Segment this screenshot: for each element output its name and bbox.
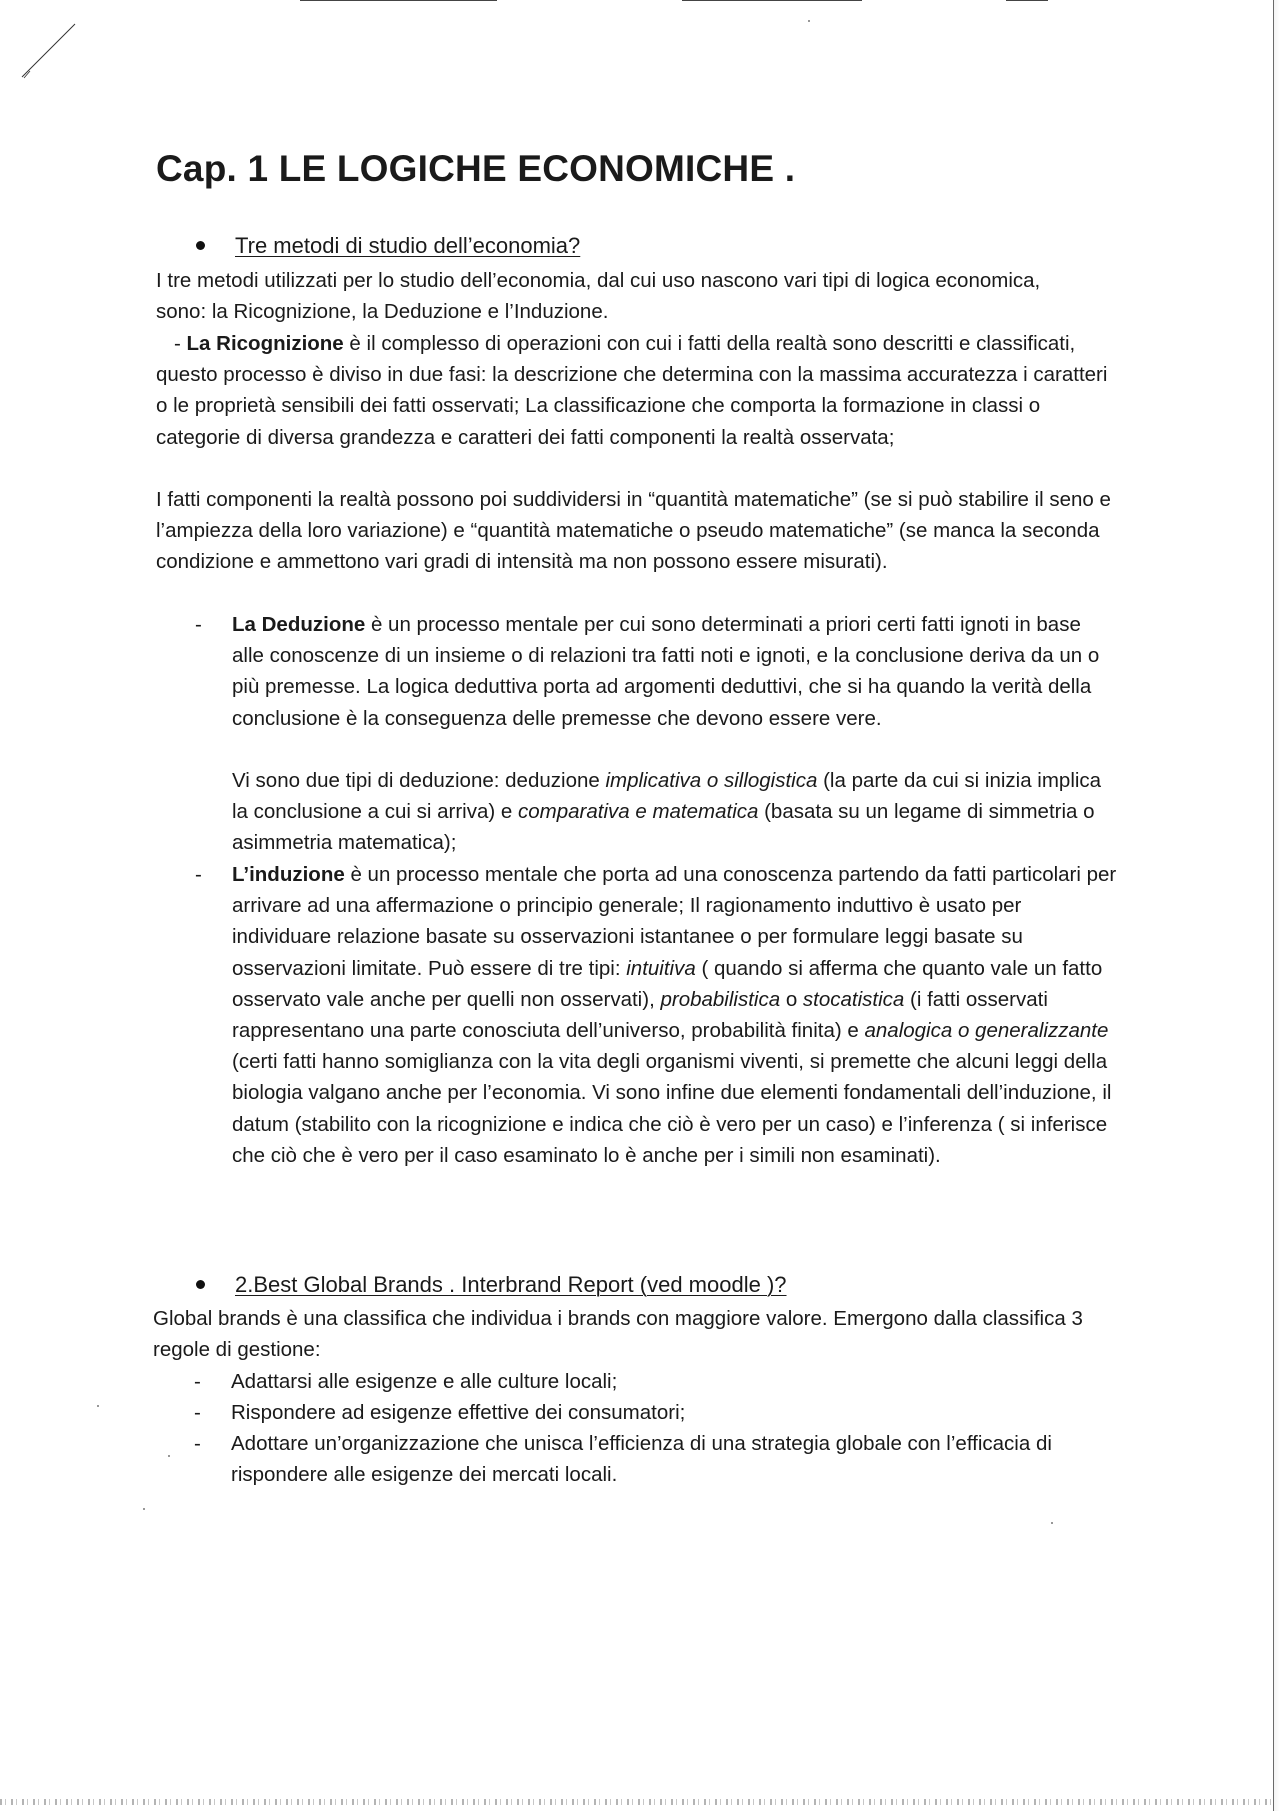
scan-speck xyxy=(143,1508,145,1510)
scan-speck xyxy=(168,1455,170,1457)
paragraph-text: è un processo mentale per cui sono determinati a priori certi fatti ignoti in base alle conoscenze di un insieme o di relazioni tra fatti noti e ignoti, e la conclusione deriva da un o più premesse. La logica deduttiva porta ad argomenti deduttivi, che si ha quando la verità della conclusione è la conseguenza delle premesse che devono essere vere. xyxy=(232,613,1100,730)
dash-marker: - xyxy=(194,1432,201,1455)
page-title: Cap. 1 LE LOGICHE ECONOMICHE . xyxy=(156,148,796,189)
emphasis-text: stocatistica xyxy=(802,987,905,1011)
rule-list-item xyxy=(194,1428,1081,1490)
paragraph-text: è un processo mentale che porta ad una conoscenza partendo da fatti particolari per arrivare ad una affermazione o principio generale; Il ragionamento induttivo è usato per individuare relazione basate su osservazioni istantanee o per formulare leggi basate su osservazioni limitate. Può essere di tre tipi: xyxy=(232,863,1117,980)
paragraph-text: è il complesso di operazioni con cui i fatti della realtà sono descritti e classificati, questo processo è diviso in due fasi: la descrizione che determina con la massima accuratezza i caratteri o le proprietà sensibili dei fatti osservati; La classificazione che comporta la formazione in classi o categorie di diversa grandezza e caratteri dei fatti componenti la realtà osservata; xyxy=(156,332,1108,449)
page-edge xyxy=(1273,0,1280,1811)
paragraph-text: ( quando si afferma che quanto vale un fatto osservato vale anche per quelli non osservati), xyxy=(232,956,1103,1011)
pen-stroke-mark xyxy=(20,22,80,82)
rule-text: Adottare un’organizzazione che unisca l’efficienza di una strategia globale con l’efficacia di rispondere alle esigenze dei mercati locali. xyxy=(231,1432,1052,1487)
ricognizione-term: La Ricognizione xyxy=(186,332,344,355)
deduzione-types-paragraph xyxy=(232,765,1117,859)
ricognizione-prefix: - xyxy=(174,332,187,355)
deduzione-list-item xyxy=(195,609,1112,734)
section-heading-text: 2.Best Global Brands . Interbrand Report (ved moodle )? xyxy=(235,1272,787,1297)
paragraph-text: o xyxy=(780,987,803,1011)
emphasis-text: comparativa e matematica xyxy=(518,800,759,824)
dash-marker: - xyxy=(194,1370,201,1393)
scan-speck xyxy=(97,1405,99,1407)
rule-text: Rispondere ad esigenze effettive dei consumatori; xyxy=(231,1401,686,1424)
scan-edge-line xyxy=(300,0,497,1)
paragraph-text: Vi sono due tipi di deduzione: deduzione xyxy=(232,769,606,792)
rule-list-item xyxy=(194,1366,1111,1397)
bullet-icon xyxy=(196,1280,205,1289)
scan-noise xyxy=(0,1799,1274,1805)
section-heading-text: Tre metodi di studio dell’economia? xyxy=(235,233,581,258)
paragraph-text: (certi fatti hanno somiglianza con la vita degli organismi viventi, si premette che alcuni leggi della biologia valgano anche per l’economia. Vi sono infine due elementi fondamentali dell’induzione, il datum (stabilito con la ricognizione e indica che ciò è vero per un caso) e l’inferenza ( si inferisce che ciò che è vero per il caso esaminato lo è anche per i simili non esaminati). xyxy=(232,1050,1112,1167)
paragraph-text: (basata su un legame di simmetria o asimmetria matematica); xyxy=(232,800,1095,855)
ricognizione-paragraph xyxy=(156,328,1108,453)
scan-edge-line xyxy=(1006,0,1048,1)
paragraph-text: (i fatti osservati rappresentano una parte conosciuta dell’universo, probabilità finita) e xyxy=(232,987,1048,1043)
emphasis-text: intuitiva xyxy=(626,956,696,980)
fatti-paragraph xyxy=(156,484,1116,578)
bullet-icon xyxy=(196,241,205,250)
rule-list-item xyxy=(194,1397,1111,1428)
induzione-term: L’induzione xyxy=(232,863,345,886)
induzione-list-item xyxy=(195,859,1122,1171)
paragraph-text: Global brands è una classifica che individua i brands con maggiore valore. Emergono dalla classifica 3 regole di gestione: xyxy=(153,1307,1083,1362)
dash-marker: - xyxy=(195,863,202,886)
emphasis-text: probabilistica xyxy=(660,987,781,1011)
scan-speck xyxy=(808,20,810,22)
paragraph-text: I tre metodi utilizzati per lo studio dell’economia, dal cui uso nascono vari tipi di logica economica, sono: la Ricognizione, la Deduzione e l’Induzione. xyxy=(156,269,1041,324)
emphasis-text: implicativa o sillogistica xyxy=(605,769,818,792)
paragraph-text: I fatti componenti la realtà possono poi suddividersi in “quantità matematiche” (se si può stabilire il seno e l’ampiezza della loro variazione) e “quantità matematiche o pseudo matematiche” (se manca la seconda condizione e ammettono vari gradi di intensità ma non possono essere misurati). xyxy=(156,488,1111,574)
deduzione-term: La Deduzione xyxy=(232,613,366,636)
rule-text: Adattarsi alle esigenze e alle culture locali; xyxy=(231,1370,618,1393)
paragraph-text: (la parte da cui si inizia implica la conclusione a cui si arriva) e xyxy=(232,769,1102,824)
scan-speck xyxy=(1051,1522,1053,1524)
dash-marker: - xyxy=(194,1401,201,1424)
methods-intro-paragraph xyxy=(156,265,1086,327)
emphasis-text: analogica o generalizzante xyxy=(864,1019,1109,1043)
brands-intro-paragraph xyxy=(153,1303,1113,1365)
scan-edge-line xyxy=(682,0,862,1)
dash-marker: - xyxy=(195,613,202,636)
